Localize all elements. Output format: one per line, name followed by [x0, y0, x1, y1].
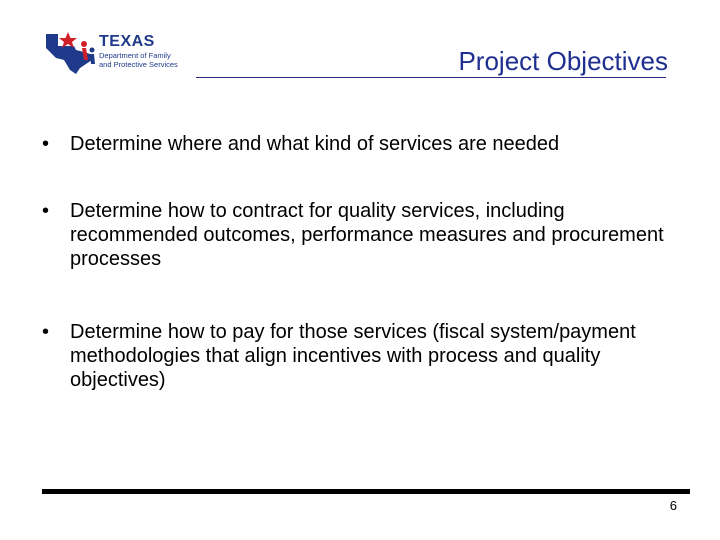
- bullet-marker: •: [42, 200, 50, 222]
- bullet-marker: •: [42, 321, 50, 343]
- bullet-text: Determine how to contract for quality services, including recommended outcomes, performance measures and procurement processes: [70, 200, 664, 270]
- list-item: [42, 132, 559, 156]
- bullet-text: Determine where and what kind of services are needed: [70, 133, 560, 155]
- logo-title: TEXAS: [99, 33, 155, 50]
- texas-state-icon: [44, 30, 100, 76]
- bullet-marker: •: [42, 133, 50, 155]
- title-underline: [196, 77, 666, 78]
- list-item: [42, 199, 672, 271]
- logo-subtitle-line-2: and Protective Services: [99, 60, 178, 69]
- dfps-logo: [44, 30, 184, 78]
- page-number: 6: [669, 498, 677, 513]
- bullet-text: Determine how to pay for those services (fiscal system/payment methodologies that align incentives with process and quality objectives): [70, 321, 636, 391]
- footer-divider: [42, 489, 690, 494]
- logo-subtitle-line-1: Department of Family: [99, 51, 171, 60]
- list-item: [42, 320, 672, 392]
- slide-title: Project Objectives: [458, 46, 668, 76]
